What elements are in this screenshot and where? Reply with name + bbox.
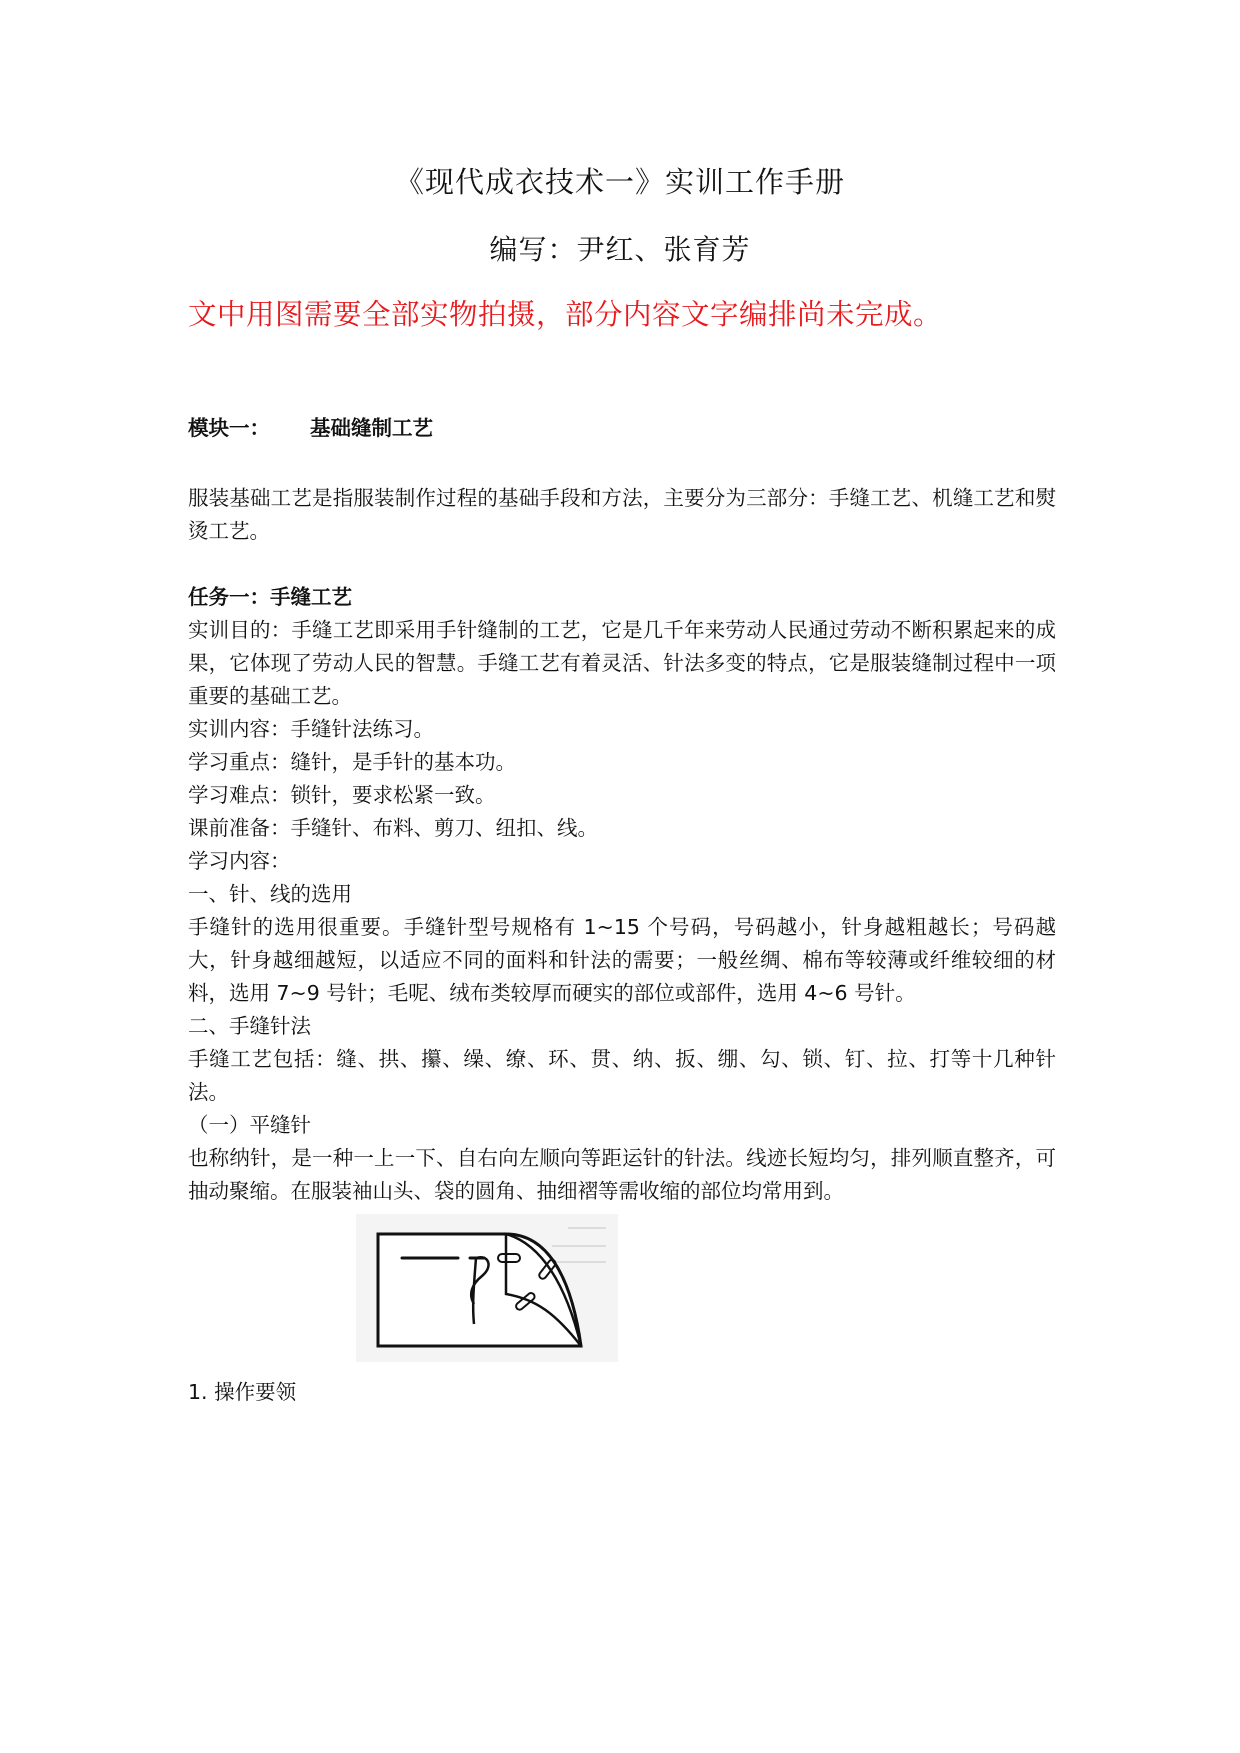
- running-stitch-diagram: [356, 1214, 618, 1362]
- task-difficulty: 学习难点：锁针，要求松紧一致。: [188, 783, 496, 807]
- draft-notice: 文中用图需要全部实物拍摄，部分内容文字编排尚未完成。: [188, 298, 943, 331]
- subsection-running-stitch-body: 也称纳针，是一种一上一下、自右向左顺向等距运针的针法。线迹长短均匀，排列顺直整齐，可抽动聚缩。在服装袖山头、袋的圆角、抽细褶等需收缩的部位均常用到。: [188, 1146, 1056, 1203]
- task-study: 学习内容：: [188, 849, 291, 873]
- section-needle-thread-title: 一、针、线的选用: [188, 882, 352, 906]
- task-heading: 任务一：手缝工艺: [188, 585, 352, 609]
- task-focus: 学习重点：缝针，是手针的基本功。: [188, 750, 516, 774]
- step-1-heading: 1. 操作要领: [188, 1380, 297, 1404]
- section-needle-thread-body: 手缝针的选用很重要。手缝针型号规格有 1~15 个号码，号码越小，针身越粗越长；号码越大，针身越细越短，以适应不同的面料和针法的需要；一般丝绸、棉布等较薄或纤维较细的材料，选用 7~9 号针；毛呢、绒布类较厚而硬实的部位或部件，选用 4~6 号针。: [188, 915, 1056, 1005]
- module-label: 模块一：: [188, 416, 270, 440]
- document-authors: 编写：尹红、张育芳: [489, 233, 751, 266]
- task-purpose: 实训目的：手缝工艺即采用手针缝制的工艺，它是几千年来劳动人民通过劳动不断积累起来的成果，它体现了劳动人民的智慧。手缝工艺有着灵活、针法多变的特点，它是服装缝制过程中一项重要的基础工艺。: [188, 618, 1056, 708]
- task-content: 实训内容：手缝针法练习。: [188, 717, 434, 741]
- task-prep: 课前准备：手缝针、布料、剪刀、纽扣、线。: [188, 816, 598, 840]
- document-title: 《现代成衣技术一》实训工作手册: [394, 165, 845, 199]
- section-stitches-title: 二、手缝针法: [188, 1014, 311, 1038]
- module-heading: [188, 412, 1056, 445]
- module-intro: 服装基础工艺是指服装制作过程的基础手段和方法，主要分为三部分：手缝工艺、机缝工艺和熨烫工艺。: [188, 486, 1056, 543]
- running-stitch-illustration: [356, 1214, 618, 1362]
- document-body: [188, 412, 1056, 1409]
- subsection-running-stitch-title: （一）平缝针: [188, 1113, 311, 1137]
- section-stitches-body: 手缝工艺包括：缝、拱、攥、缲、缭、环、贯、纳、扳、绷、勾、锁、钉、拉、打等十几种针法。: [188, 1047, 1056, 1104]
- module-name: 基础缝制工艺: [310, 416, 433, 440]
